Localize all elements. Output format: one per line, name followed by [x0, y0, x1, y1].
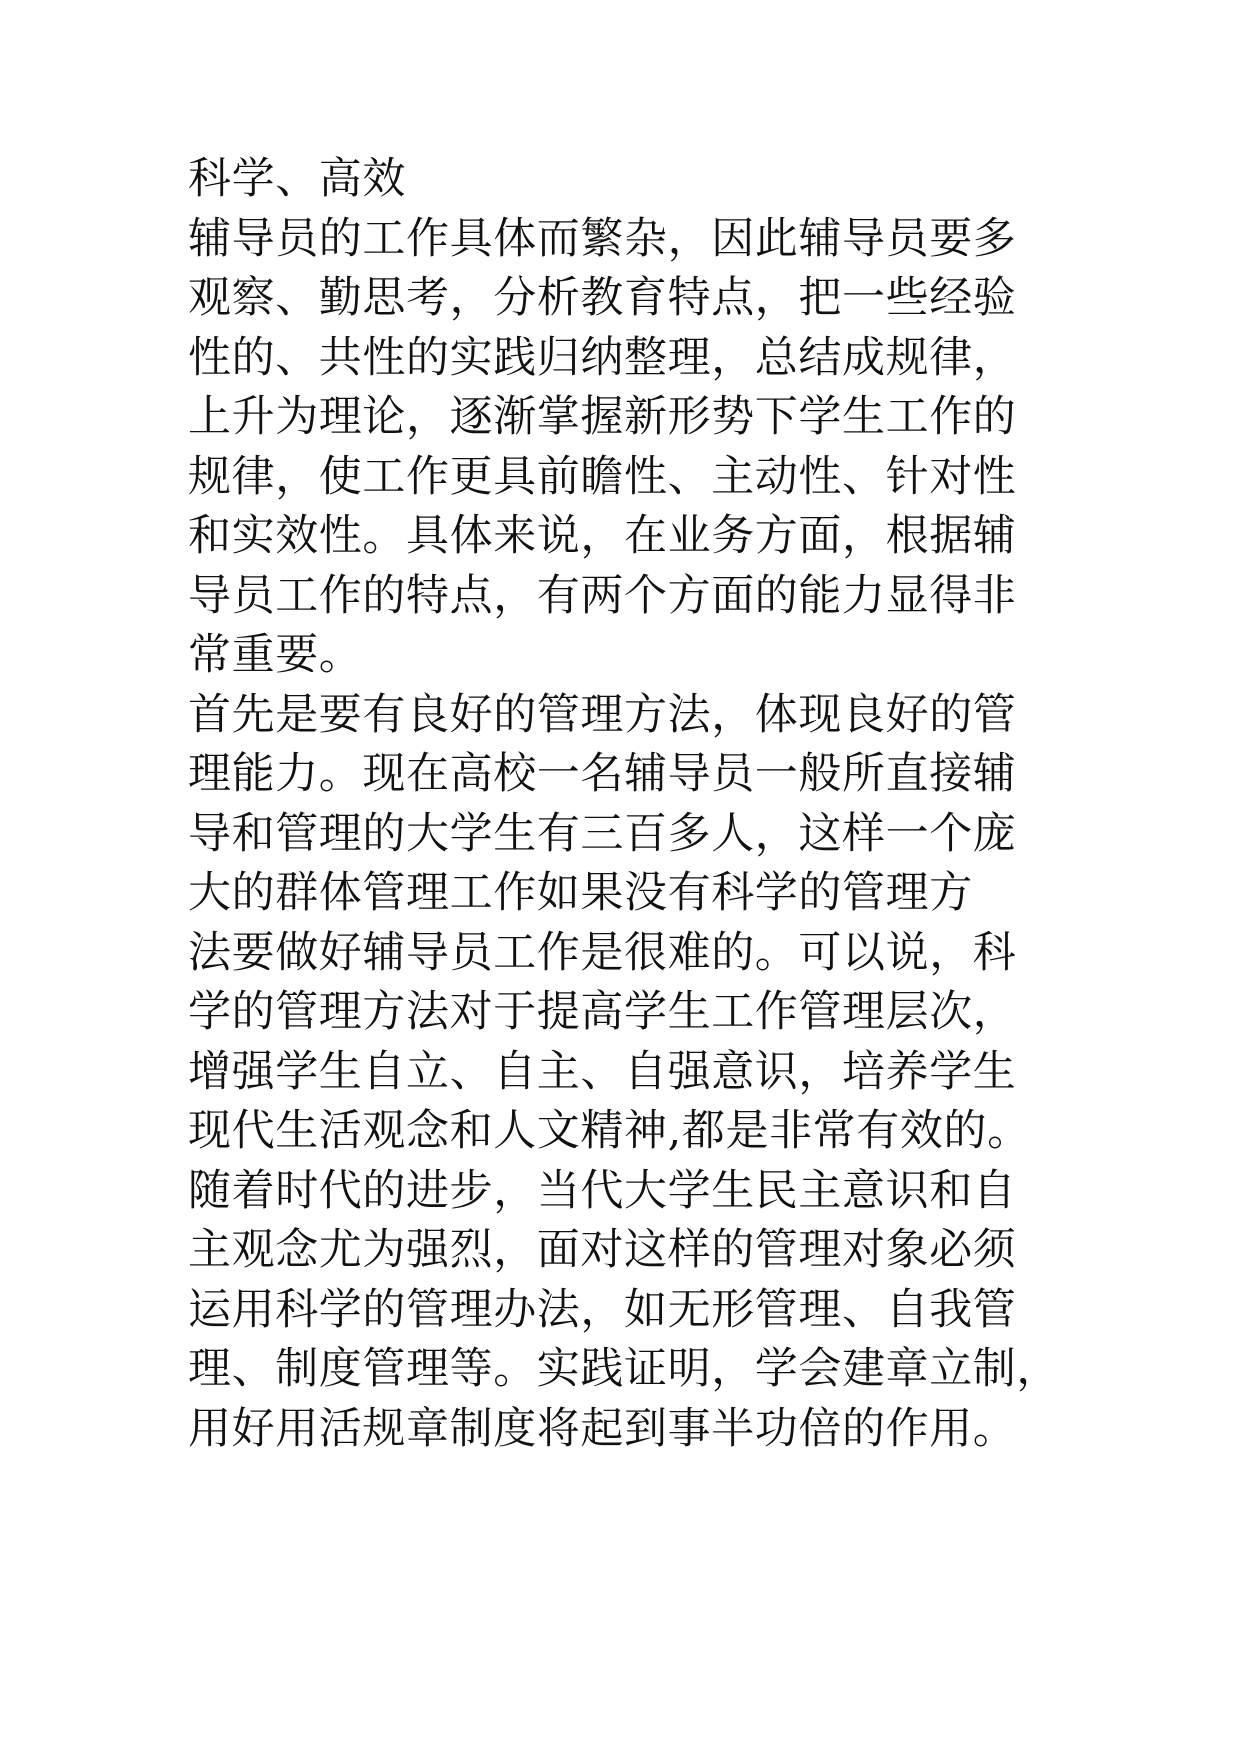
text-line: 主观念尤为强烈，面对这样的管理对象必须: [188, 1225, 1017, 1275]
text-line: 运用科学的管理办法，如无形管理、自我管: [188, 1284, 1017, 1335]
text-line: 增强学生自立、自主、自强意识，培养学生: [188, 1046, 1017, 1097]
text-line: 辅导员的工作具体而繁杂，因此辅导员要多: [188, 213, 1017, 264]
text-line: 现代生活观念和人文精神,都是非常有效的。: [188, 1106, 1031, 1156]
text-line: 常重要。: [188, 630, 363, 680]
text-line: 规律，使工作更具前瞻性、主动性、针对性: [188, 451, 1017, 502]
text-line: 性的、共性的实践归纳整理，总结成规律，: [188, 332, 1017, 383]
text-line: 观察、勤思考，分析教育特点，把一些经验: [188, 273, 1017, 323]
text-line: 导员工作的特点，有两个方面的能力显得非: [188, 570, 1017, 621]
text-line: 科学、高效: [188, 154, 406, 204]
text-line: 和实效性。具体来说，在业务方面，根据辅: [188, 511, 1017, 561]
text-line: 导和管理的大学生有三百多人，这样一个庞: [188, 808, 1017, 859]
text-line: 学的管理方法对于提高学生工作管理层次，: [188, 987, 1017, 1037]
text-line: 法要做好辅导员工作是很难的。可以说，科: [188, 927, 1017, 978]
body-text: [188, 150, 1088, 1459]
text-line: 理能力。现在高校一名辅导员一般所直接辅: [188, 749, 1017, 799]
text-line: 用好用活规章制度将起到事半功倍的作用。: [188, 1403, 1017, 1454]
text-line: 首先是要有良好的管理方法，体现良好的管: [188, 689, 1017, 740]
text-line: 上升为理论，逐渐掌握新形势下学生工作的: [188, 392, 1017, 442]
text-line: 理、制度管理等。实践证明，学会建章立制，: [188, 1344, 1060, 1394]
text-line: 大的群体管理工作如果没有科学的管理方: [188, 868, 973, 918]
text-line: 随着时代的进步，当代大学生民主意识和自: [188, 1165, 1017, 1216]
